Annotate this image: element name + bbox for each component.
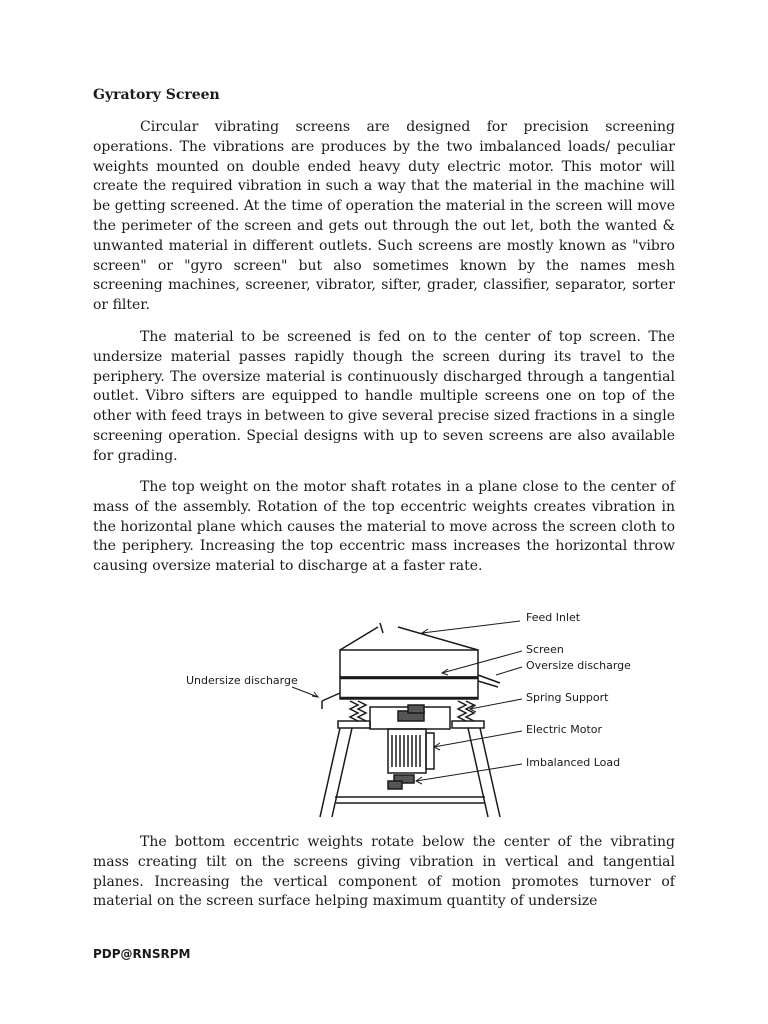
label-imbalanced-load: Imbalanced Load	[526, 756, 621, 769]
label-feed-inlet: Feed Inlet	[526, 611, 581, 624]
section-title: Gyratory Screen	[93, 87, 220, 103]
imbalanced-load-shape	[388, 775, 414, 789]
paragraph-4: The bottom eccentric weights rotate below the center of the vibrating mass creating tilt on the screens giving vibration in vertical and tangential planes. Increasing the vertical component of motion promotes turnover of material on the screen surface helping maximum quantity of undersize	[93, 834, 675, 910]
footer-text: PDP@RNSRPM	[93, 947, 191, 961]
gyratory-screen-diagram	[180, 605, 640, 825]
motor-mount-shape	[370, 705, 450, 729]
paragraph-2: The material to be screened is fed on to the center of top screen. The undersize material passes rapidly though the screen during its travel to the periphery. The oversize material is continuously discharged through a tangential outlet. Vibro sifters are equipped to handle multiple screens one on top of the other with feed trays in between to give several precise sized fractions in a single screening operation. Special designs with up to seven screens are also available for grading.	[93, 329, 675, 464]
spring-right-shape	[458, 701, 474, 721]
label-screen: Screen	[526, 643, 564, 656]
feed-inlet-shape	[340, 623, 478, 650]
undersize-outlet-shape	[322, 693, 340, 709]
oversize-outlet-shape	[478, 675, 500, 687]
screen-housing-shape	[340, 650, 478, 699]
label-spring-support: Spring Support	[526, 691, 609, 704]
label-electric-motor: Electric Motor	[526, 723, 603, 736]
label-oversize-discharge: Oversize discharge	[526, 659, 631, 672]
paragraph-3: The top weight on the motor shaft rotates in a plane close to the center of mass of the assembly. Rotation of the top eccentric weights creates vibration in the horizontal plane which causes the material to move across the screen cloth to the periphery. Increasing the top eccentric mass increases the horizontal throw causing oversize material to discharge at a faster rate.	[93, 479, 675, 575]
electric-motor-shape	[388, 729, 434, 773]
paragraph-1: Circular vibrating screens are designed for precision screening operations. The vibrations are produces by the two imbalanced loads/ peculiar weights mounted on double ended heavy duty electric motor. This motor will create the required vibration in such a way that the material in the machine will be getting screened. At the time of operation the material in the screen will move the perimeter of the screen and gets out through the out let, both the wanted & unwanted material in different outlets. Such screens are mostly known as "vibro screen" or "gyro screen" but also sometimes known by the names mesh screening machines, screener, vibrator, sifter, grader, classifier, separator, sorter or filter.	[93, 119, 675, 314]
spring-left-shape	[350, 701, 366, 721]
base-frame-shape	[320, 721, 500, 817]
label-undersize-discharge: Undersize discharge	[186, 674, 298, 687]
